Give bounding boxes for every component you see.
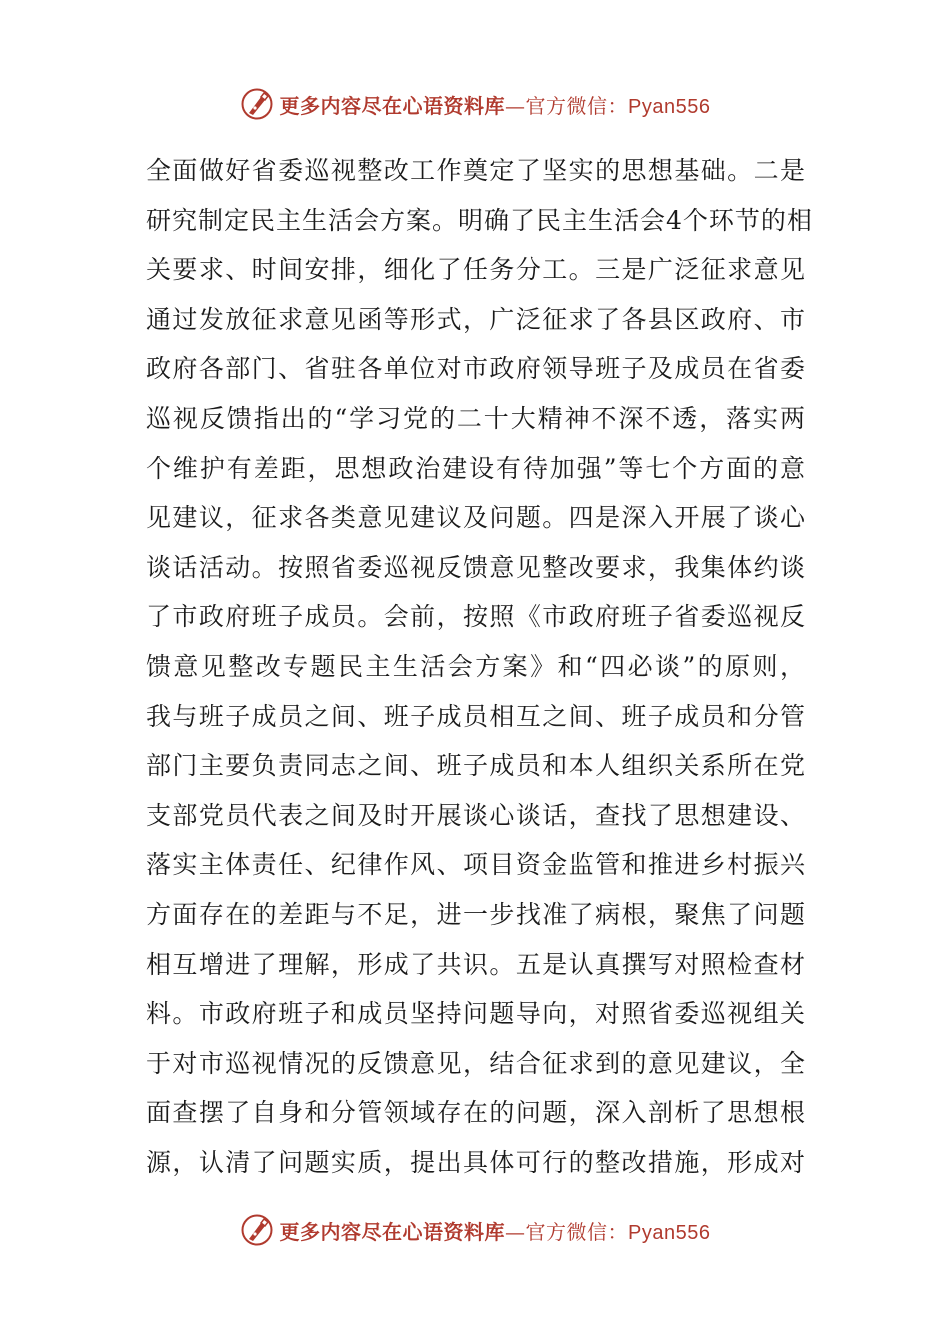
- text-line: 方面存在的差距与不足，进一步找准了病根，聚焦了问题: [146, 899, 806, 929]
- pen-nib-logo-icon: [240, 87, 274, 121]
- watermark-brand: 更多内容尽在心语资料库: [279, 93, 506, 118]
- watermark-label: 官方微信：: [525, 93, 629, 118]
- text-line: 个维护有差距，思想政治建设有待加强”等七个方面的意: [146, 453, 806, 483]
- text-line: 支部党员代表之间及时开展谈心谈话，查找了思想建设、: [146, 800, 806, 830]
- text-line: 研究制定民主生活会方案。明确了民主生活会4个环节的相: [146, 205, 813, 235]
- text-line: 源，认清了问题实质，提出具体可行的整改措施，形成对: [146, 1147, 806, 1177]
- text-line: 相互增进了理解，形成了共识。五是认真撰写对照检查材: [146, 949, 806, 979]
- text-line: 关要求、时间安排，细化了任务分工。三是广泛征求意见: [146, 255, 806, 285]
- text-line: 面查摆了自身和分管领域存在的问题，深入剖析了思想根: [146, 1098, 806, 1128]
- text-line: 了市政府班子成员。会前，按照《市政府班子省委巡视反: [146, 602, 806, 632]
- text-line: 馈意见整改专题民主生活会方案》和“四必谈”的原则，: [146, 651, 806, 681]
- pen-nib-logo-icon: [240, 1213, 274, 1247]
- text-line: 谈话活动。按照省委巡视反馈意见整改要求，我集体约谈: [146, 552, 806, 582]
- text-line: 料。市政府班子和成员坚持问题导向，对照省委巡视组关: [146, 999, 806, 1029]
- watermark-brand: 更多内容尽在心语资料库: [279, 1219, 506, 1244]
- header-watermark: [0, 84, 950, 124]
- text-line: 通过发放征求意见函等形式，广泛征求了各县区政府、市: [146, 304, 806, 334]
- watermark-dash: —: [505, 1219, 526, 1244]
- watermark-dash: —: [505, 93, 526, 118]
- watermark-text: [280, 90, 711, 119]
- footer-watermark: [0, 1210, 950, 1250]
- text-line: 部门主要负责同志之间、班子成员和本人组织关系所在党: [146, 751, 806, 781]
- text-line: 政府各部门、省驻各单位对市政府领导班子及成员在省委: [146, 354, 806, 384]
- text-line: 巡视反馈指出的“学习党的二十大精神不深不透，落实两: [146, 403, 806, 433]
- watermark-id: Pyan556: [628, 1221, 711, 1244]
- document-body: [146, 146, 813, 1187]
- text-line: 落实主体责任、纪律作风、项目资金监管和推进乡村振兴: [146, 850, 806, 880]
- text-line: 全面做好省委巡视整改工作奠定了坚实的思想基础。二是: [146, 156, 806, 185]
- text-line: 于对市巡视情况的反馈意见，结合征求到的意见建议，全: [146, 1048, 806, 1078]
- text-line: 见建议，征求各类意见建议及问题。四是深入开展了谈心: [146, 503, 806, 533]
- text-line: 我与班子成员之间、班子成员相互之间、班子成员和分管: [146, 701, 806, 731]
- watermark-id: Pyan556: [628, 95, 711, 118]
- watermark-text: [280, 1216, 711, 1245]
- watermark-label: 官方微信：: [525, 1219, 629, 1244]
